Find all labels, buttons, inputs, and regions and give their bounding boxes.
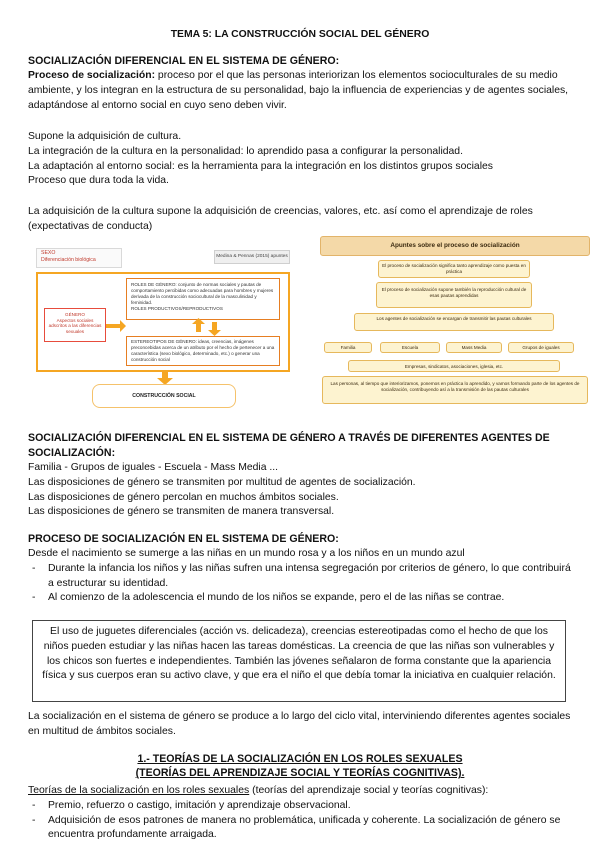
list-item: - Adquisición de esos patrones de manera no problemática, unificada y coherente. La socialización de género se encuentra profundamente arraigada. [28,814,576,844]
roles-box: ROLES DE GÉNERO: conjunto de normas sociales y pautas de comportamiento percibidas como adecuadas para hombres y mujeres derivada de la construcción sociocultural de la masculinidad y feminidad. ROLES PRODUCTIVOS/REPRODUCTIVOS [126,278,280,320]
definition-text: proceso por el que las personas interiorizan los elementos socioculturales de su medio ambiente, y los integran en la estructura de su personalidad, bajo la influencia de experiencias y de agentes sociales, adaptándose al entorno social en cuyo seno deben vivir. [28,70,569,111]
section-agentes [28,431,576,520]
callout-box: El uso de juguetes diferenciales (acción vs. delicadeza), creencias estereotipadas como el hecho de que los niños pueden estudiar y las niñas hacen las tareas domésticas. La creencia de que las niñas son vulnerables y los chicos son fuertes e independientes. También las jóvenes señalaron de forma constante que la apariencia física y sus cuerpos eran su activo clave, y que era el niño el que debía tomar la iniciativa en cualquier relación. [32,620,566,702]
section-proceso [28,532,576,606]
teorias-rest: (teorías del aprendizaje social y teorías cognitivas): [249,785,489,796]
diagram-title: Apuntes sobre el proceso de socialización [320,236,590,256]
text-line: Proceso que dura toda la vida. [28,175,169,187]
list-item: - Durante la infancia los niños y las niñas sufren una intensa segregación por criterios de género, lo que contribuirá a estructurar su identidad. [28,562,576,592]
teorias-intro [28,784,576,799]
agent-chip: Familia [324,342,372,353]
construccion-social-box: CONSTRUCCIÓN SOCIAL [92,384,236,408]
note-box: Empresas, sindicatos, asociaciones, iglesia, etc. [348,360,560,372]
text-line: Supone la adquisición de cultura. [28,131,182,142]
text-paragraph: La adquisición de la cultura supone la adquisición de creencias, valores, etc. así como el aprendizaje de roles (expectativas de conducta) [28,206,533,232]
adquisicion-paragraph [28,205,576,235]
culture-lines [28,130,576,189]
text-line: Las disposiciones de género se transmiten de manera transversal. [28,506,335,518]
genero-box: GÉNERO Aspectos sociales adscritos a las diferencias sexuales [44,308,106,342]
estereotipos-box: ESTEREOTIPOS DE GÉNERO: ideas, creencias, imágenes preconcebidas acerca de un atributo por el hecho de pertenecer a una característica (sexo biológico, determinado, etc.) o generar una construcción social [126,336,280,366]
agent-chip: Escuela [380,342,440,353]
agent-chip: Grupos de iguales [508,342,574,353]
sexo-box: SEXO Diferenciación biológica [36,248,122,268]
bullet-list [28,799,576,843]
reference-tag: Medina & Pennas (2015) apuntes [214,250,290,264]
bullet-list [28,562,576,606]
teorias-term: Teorías de la socialización en los roles sexuales [28,785,250,796]
note-box: El proceso de socialización supone también la reproducción cultural de esas pautas aprendidas [376,282,532,308]
agent-chip: Mass Media [446,342,502,353]
note-box: Los agentes de socialización se encargan de transmitir las pautas culturales [354,313,554,331]
text-line: Desde el nacimiento se sumerge a las niñas en un mundo rosa y a los niños en un mundo azul [28,548,465,560]
text-paragraph: La socialización en el sistema de género se produce a lo largo del ciclo vital, interviniendo diferentes agentes sociales en multitud de ámbitos sociales. [28,711,571,737]
definition-paragraph [28,69,576,113]
heading-line: 1.- TEORÍAS DE LA SOCIALIZACIÓN EN LOS ROLES SEXUALES [137,753,463,765]
section-heading: SOCIALIZACIÓN DIFERENCIAL EN EL SISTEMA DE GÉNERO: [28,55,340,67]
section-teorias [28,784,576,843]
page-title: TEMA 5: LA CONSTRUCCIÓN SOCIAL DEL GÉNERO [170,29,430,40]
text-line: Familia - Grupos de iguales - Escuela - Mass Media ... [28,462,279,474]
note-box: Las personas, al tiempo que interiorizamos, ponemos en práctica lo aprendido, y vamos formando parte de los agentes de socialización, contribuyendo así a la transmisión de las pautas culturales [322,376,588,404]
text-line: Las disposiciones de género se transmiten por multitud de agentes de socialización. [28,476,416,488]
list-item: - Al comienzo de la adolescencia el mundo de los niños se expande, pero el de las niñas se contrae. [28,591,576,606]
definition-term: Proceso de socialización: [28,70,156,82]
arrow-right-icon [106,320,126,332]
text-line: La adaptación al entorno social: es la herramienta para la integración en los distintos grupos sociales [28,160,493,172]
section-teorias-heading [0,752,600,781]
section-heading: SOCIALIZACIÓN DIFERENCIAL EN EL SISTEMA DE GÉNERO A TRAVÉS DE DIFERENTES AGENTES DE SOCIALIZACIÓN: [28,432,550,460]
list-item: - Premio, refuerzo o castigo, imitación y aprendizaje observacional. [28,799,576,814]
note-box: El proceso de socialización significa tanto aprendizaje como puesta en práctica [378,260,530,278]
text-line: Las disposiciones de género percolan en muchos ámbitos sociales. [28,491,339,503]
section-socializacion-diferencial [28,54,576,113]
sexo-genero-diagram [30,244,292,412]
heading-line: (TEORÍAS DEL APRENDIZAJE SOCIAL Y TEORÍAS COGNITIVAS). [135,767,465,780]
text-line: La integración de la cultura en la personalidad: lo aprendido pasa a configurar la personalidad. [28,145,463,157]
section-heading: PROCESO DE SOCIALIZACIÓN EN EL SISTEMA DE GÉNERO: [28,533,339,545]
socializacion-notes-diagram [318,236,592,412]
ciclo-paragraph [28,710,576,740]
